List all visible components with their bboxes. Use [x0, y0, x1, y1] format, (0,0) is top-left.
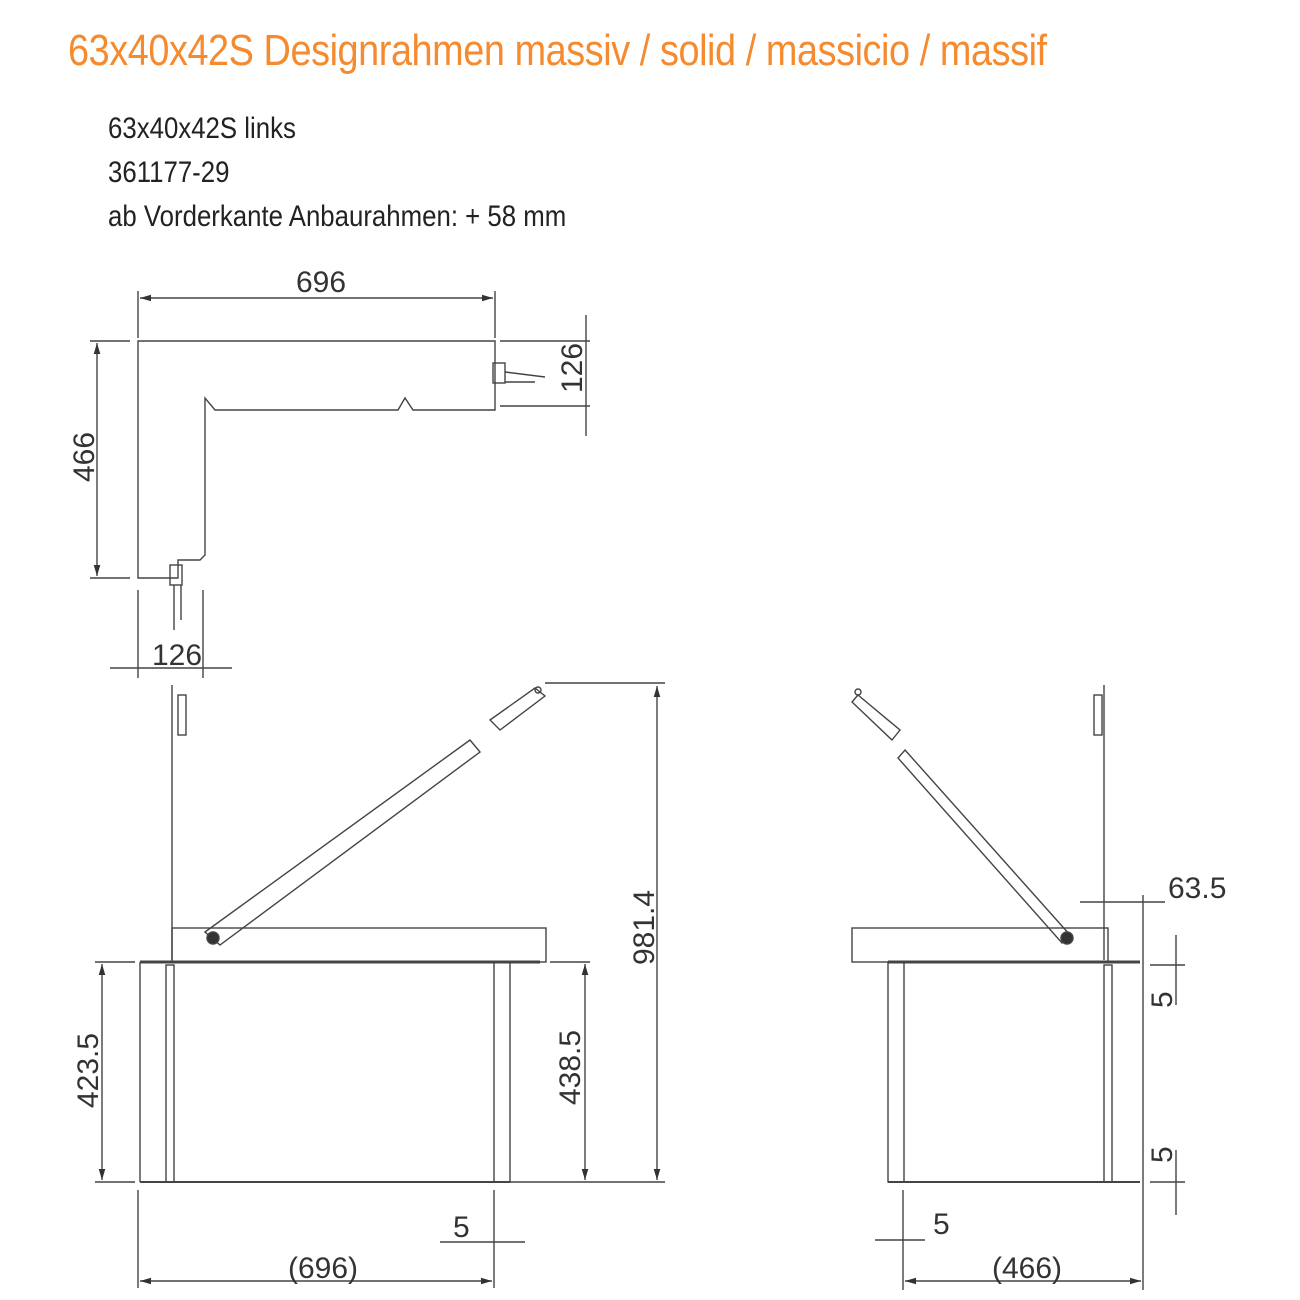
offset-note: ab Vorderkante Anbaurahmen: + 58 mm — [108, 200, 567, 233]
dim-side-5-bottom: 5 — [1146, 1146, 1179, 1163]
dim-top-126-right: 126 — [556, 342, 589, 393]
side-view — [852, 685, 1185, 1290]
dim-top-depth: 466 — [68, 431, 101, 482]
drawing-title: 63x40x42S Designrahmen massiv / solid / massicio / massif — [68, 26, 1047, 75]
dim-front-left-height: 423.5 — [72, 1032, 105, 1108]
dim-top-126-bottom: 126 — [152, 639, 203, 672]
variant-label: 63x40x42S links — [108, 112, 296, 145]
dim-front-total-height: 981.4 — [628, 889, 661, 965]
dim-side-5-left: 5 — [933, 1208, 950, 1241]
front-view — [95, 683, 665, 1288]
dim-front-width: (696) — [288, 1252, 359, 1285]
dim-top-width: 696 — [296, 266, 347, 299]
dim-front-right-height: 438.5 — [554, 1029, 587, 1105]
top-view — [90, 291, 590, 678]
dim-side-offset-top: 63.5 — [1168, 872, 1227, 905]
dim-side-width: (466) — [992, 1252, 1063, 1285]
dim-front-offset: 5 — [453, 1211, 470, 1244]
dim-side-5-top: 5 — [1146, 991, 1179, 1008]
article-number: 361177-29 — [108, 156, 230, 189]
